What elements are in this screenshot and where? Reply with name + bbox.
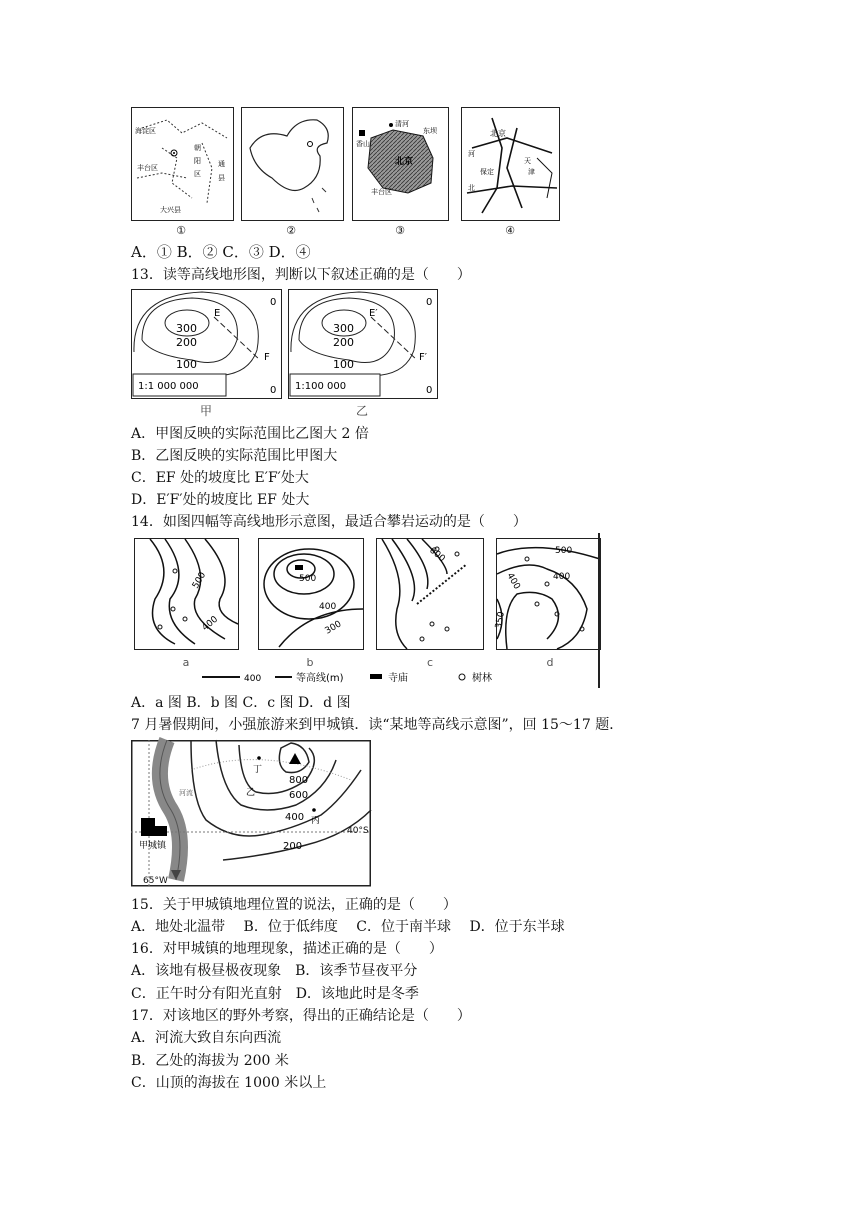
d-400b: 400 (504, 571, 522, 592)
label-chao: 朝 (194, 144, 201, 152)
legend-forest: 树林 (472, 673, 492, 684)
label-tian: 天 (524, 157, 531, 165)
caption-4: ④ (505, 224, 515, 237)
topo-map (131, 740, 371, 888)
legend-temple: 寺庙 (388, 673, 408, 684)
label-qinghe: 清河 (395, 120, 409, 128)
q13-option-a: A．甲图反映的实际范围比乙图大 2 倍 (131, 426, 369, 442)
contour-100b: 100 (333, 358, 354, 371)
scale-yi: 1:100 000 (295, 381, 347, 392)
label-river: 河流 (179, 789, 193, 797)
label-ding: 丁 (253, 765, 263, 775)
contour-map-jia (131, 289, 282, 399)
contour-panel-b (258, 538, 364, 650)
label-beijing4: 北京 (490, 129, 506, 138)
label-yi-point: 乙 (246, 788, 256, 798)
label-daxing: 大兴县 (160, 206, 181, 214)
contour-0b: 0 (270, 385, 277, 396)
contour-0c: 0 (426, 297, 433, 308)
q13-option-c: C．EF 处的坡度比 E′F′处大 (131, 470, 309, 486)
label-xian: 县 (218, 174, 225, 182)
q13-stem: 13．读等高线地形图，判断以下叙述正确的是（ ） (131, 267, 471, 283)
point-e: E (214, 308, 221, 319)
q16-options-2: C．正午时分有阳光直射 D．该地此时是冬季 (131, 986, 419, 1002)
q17-option-b: B．乙处的海拔为 200 米 (131, 1053, 289, 1069)
d-400a: 400 (553, 572, 571, 582)
label-yang: 阳 (194, 157, 201, 165)
caption-yi: 乙 (355, 404, 368, 418)
contour-200b: 200 (333, 336, 354, 349)
contour-300: 300 (176, 322, 197, 335)
q14-stem: 14．如图四幅等高线地形示意图，最适合攀岩运动的是（ ） (131, 514, 527, 530)
contour-panel-a (134, 538, 239, 650)
lon-label: 65°W (143, 876, 168, 886)
contour-800: 800 (289, 775, 309, 786)
c-600: 600 (427, 545, 447, 565)
label-dongba: 东坝 (423, 127, 437, 135)
contour-0a: 0 (270, 297, 277, 308)
map-panel-2 (241, 107, 344, 221)
q17-option-c: C．山顶的海拔在 1000 米以上 (131, 1075, 327, 1091)
lat-label: 40°S (347, 826, 369, 836)
map-panel-3 (352, 107, 449, 221)
label-bing: 丙 (311, 816, 321, 826)
contour-200: 200 (176, 336, 197, 349)
q15-options: A．地处北温带 B．位于低纬度 C．位于南半球 D．位于东半球 (131, 919, 565, 935)
caption-d: d (546, 656, 554, 669)
q15-17-intro: 7 月暑假期间，小强旅游来到甲城镇．读“某地等高线示意图”，回 15～17 题． (131, 717, 624, 733)
label-jin: 津 (528, 168, 535, 176)
q17-option-a: A．河流大致自东向西流 (131, 1030, 282, 1046)
q15-stem: 15．关于甲城镇地理位置的说法，正确的是（ ） (131, 897, 457, 913)
label-baoding: 保定 (480, 168, 494, 176)
b-400: 400 (319, 602, 337, 612)
caption-c: c (426, 656, 434, 669)
north-china-map (462, 108, 559, 220)
b-500: 500 (299, 574, 317, 584)
point-f: F (264, 352, 270, 363)
contour-0d: 0 (426, 385, 433, 396)
q12-options: A．① B．② C．③ D．④ (131, 243, 311, 261)
label-fengtai2: 丰台区 (371, 188, 392, 196)
q13-option-b: B．乙图反映的实际范围比甲图大 (131, 448, 338, 464)
panel-divider (598, 533, 600, 688)
scale-jia: 1:1 000 000 (138, 381, 199, 392)
point-e-prime: E′ (369, 308, 378, 319)
contour-panel-c (376, 538, 484, 650)
district-map (132, 108, 233, 220)
b-300: 300 (323, 619, 344, 637)
caption-jia: 甲 (199, 404, 212, 418)
q13-option-d: D．E′F′处的坡度比 EF 处大 (131, 492, 310, 508)
q17-stem: 17．对该地区的野外考察，得出的正确结论是（ ） (131, 1008, 471, 1024)
china-map (242, 108, 343, 220)
q16-stem: 16．对甲城镇的地理现象，描述正确的是（ ） (131, 941, 443, 957)
label-fengtai: 丰台区 (137, 164, 158, 172)
contour-400: 400 (285, 812, 305, 823)
beijing-urban-map (353, 108, 448, 220)
d-350: 350 (494, 610, 507, 630)
a-500: 500 (190, 570, 209, 591)
contour-map-yi (288, 289, 438, 399)
label-qu: 区 (194, 170, 201, 178)
caption-3: ③ (395, 224, 405, 237)
caption-b: b (306, 656, 314, 669)
q14-options: A．a 图 B．b 图 C．c 图 D．d 图 (131, 695, 351, 711)
label-beijing: 北京 (395, 157, 414, 167)
label-town: 甲城镇 (139, 841, 167, 851)
contour-200-b: 200 (283, 841, 303, 852)
caption-a: a (182, 656, 190, 669)
label-haidian: 海淀区 (135, 127, 156, 135)
map-panel-4 (461, 107, 560, 221)
legend-contour: 等高线(m) (296, 673, 344, 684)
point-f-prime: F′ (419, 352, 428, 363)
d-500: 500 (555, 546, 573, 556)
label-he: 河 (468, 150, 475, 158)
legend-400: 400 (244, 674, 262, 684)
a-400: 400 (200, 614, 221, 634)
contour-300b: 300 (333, 322, 354, 335)
map-panel-1 (131, 107, 234, 221)
q16-options-1: A．该地有极昼极夜现象 B．该季节昼夜平分 (131, 963, 418, 979)
contour-600: 600 (289, 790, 309, 801)
contour-panel-d (496, 538, 601, 650)
label-tong: 通 (218, 160, 225, 168)
contour-100: 100 (176, 358, 197, 371)
label-xiangshan: 香山 (356, 140, 370, 148)
q14-legend (200, 668, 520, 686)
label-bei: 北 (468, 184, 475, 192)
caption-1: ① (176, 224, 186, 237)
caption-2: ② (286, 224, 296, 237)
